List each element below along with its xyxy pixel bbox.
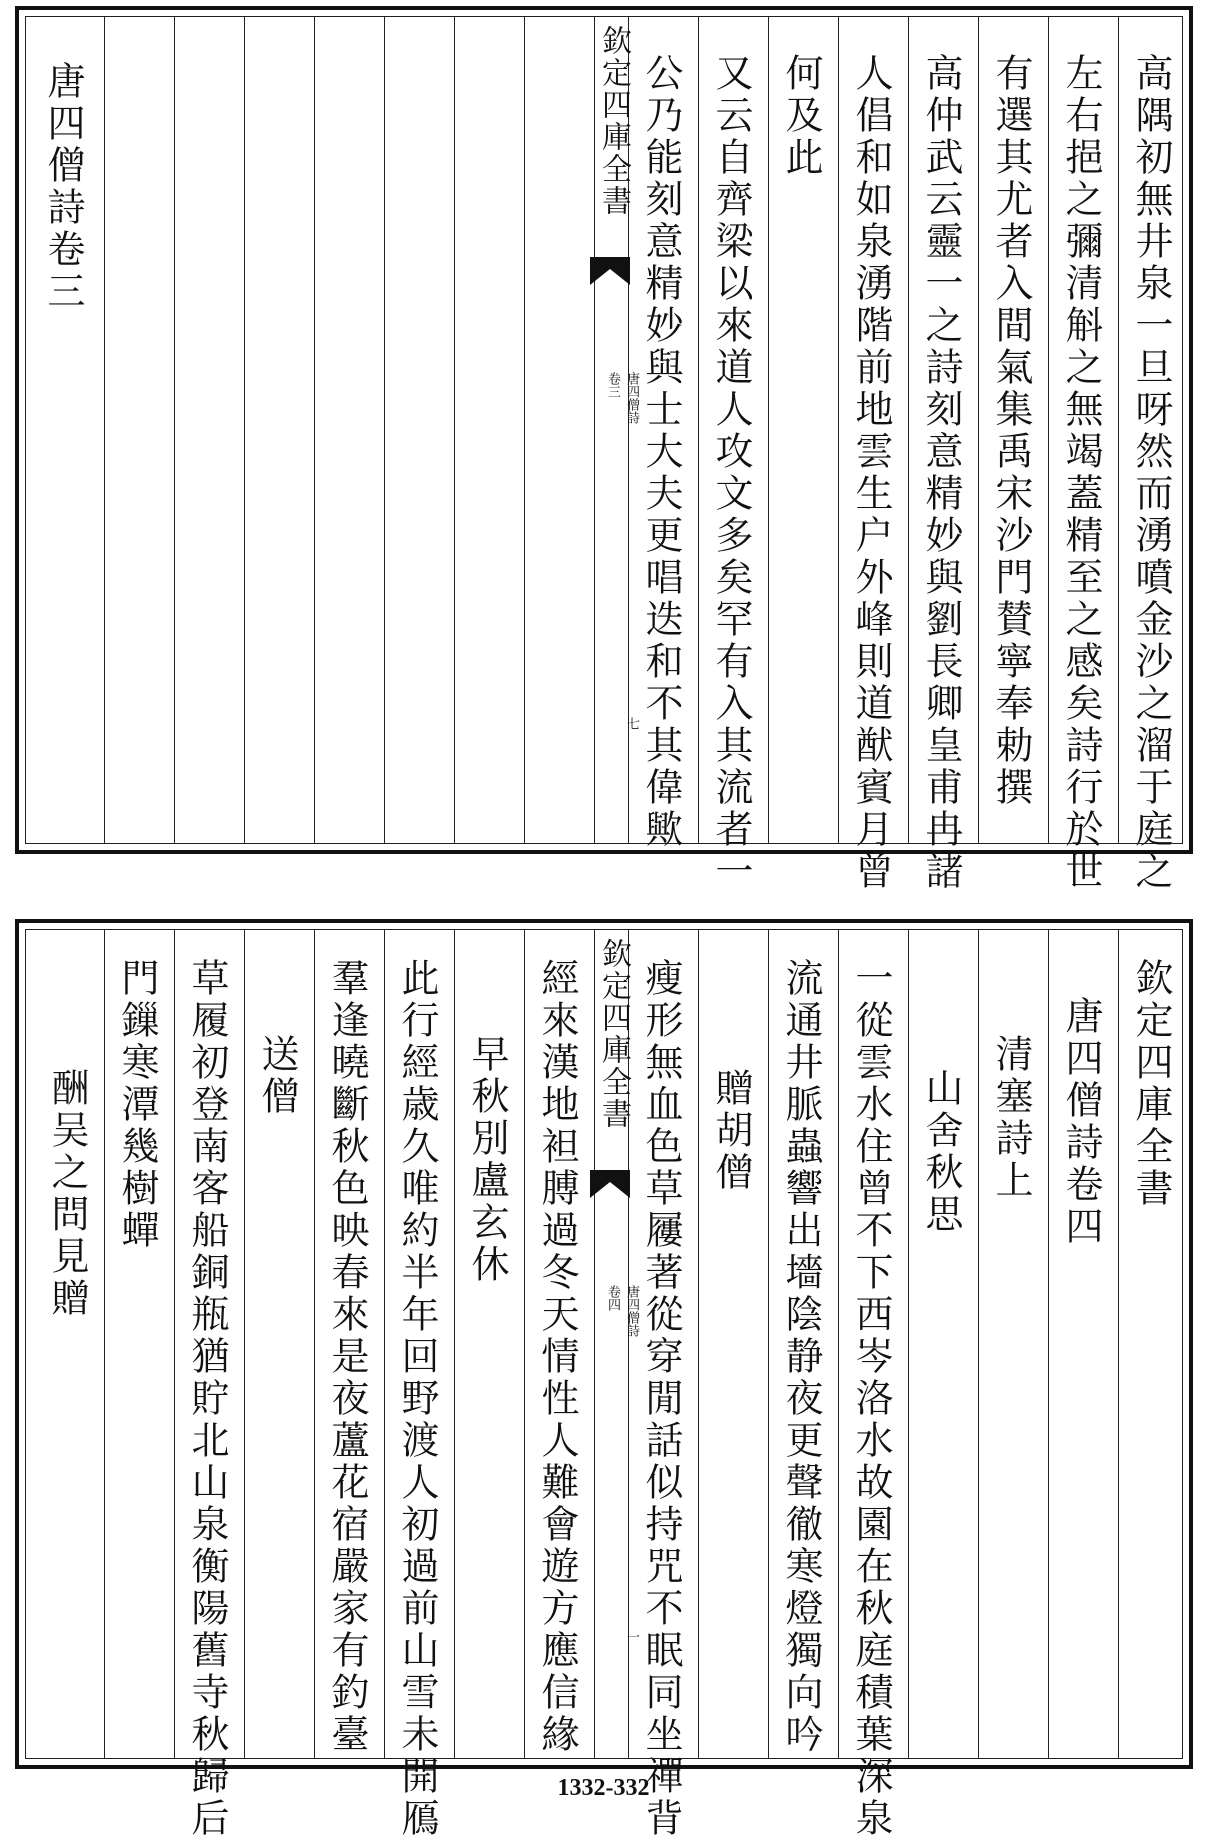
column-rule [174, 17, 175, 843]
column-rule [314, 930, 315, 1758]
text-column-15: 門鏁寒潭幾樹蟬 [115, 958, 159, 1252]
end-title: 唐四僧詩卷三 [41, 61, 85, 313]
column-rule [244, 930, 245, 1758]
column-rule [1048, 17, 1049, 843]
text-column-6: 流通井脈蟲響出墻陰静夜更聲徹寒燈獨向吟 [779, 958, 823, 1756]
column-rule [768, 17, 769, 843]
text-column-2: 左右挹之彌清斛之無竭蓋精至之感矣詩行於世 [1059, 53, 1103, 893]
column-rule [908, 17, 909, 843]
text-column-11: 此行經歳久唯約半年回野渡人初過前山雪未開鴈 [395, 958, 439, 1840]
text-column-14: 草履初登南客船銅瓶猶貯北山泉衡陽舊寺秋歸后 [185, 958, 229, 1840]
column-rule [524, 930, 525, 1758]
column-rule [594, 930, 595, 1758]
column-rule [838, 17, 839, 843]
poem-title-2: 贈胡僧 [709, 1068, 753, 1194]
center-book-title: 唐四僧詩 [624, 372, 639, 424]
column-rule [698, 17, 699, 843]
poem-title-5: 酬吴之問見贈 [45, 1068, 89, 1320]
text-column-6: 何及此 [779, 53, 823, 179]
page-number: 1332-332 [557, 1775, 650, 1801]
text-column-9: 經來漢地袒膊過冬天情性人難會遊方應信緣 [535, 958, 579, 1756]
section-title: 清塞詩上 [989, 1034, 1033, 1202]
center-page-number: 七 [624, 717, 639, 730]
text-column-5: 一從雲水住曾不下西岑洛水故園在秋庭積葉深泉 [849, 958, 893, 1840]
center-juan: 卷三 [605, 372, 620, 398]
column-rule [384, 930, 385, 1758]
fishtail-mark [590, 257, 630, 285]
text-column-4: 高仲武云靈一之詩刻意精妙與劉長卿皇甫冉諸 [919, 53, 963, 893]
column-rule [1118, 17, 1119, 843]
column-rule [454, 930, 455, 1758]
top-page [15, 6, 1193, 893]
book-title: 欽定四庫全書 [1129, 958, 1173, 1210]
column-rule [594, 17, 595, 843]
column-rule [838, 930, 839, 1758]
column-rule [978, 930, 979, 1758]
poem-title-3: 早秋別盧玄休 [465, 1034, 509, 1286]
column-rule [244, 17, 245, 843]
column-rule [384, 17, 385, 843]
column-rule [524, 17, 525, 843]
text-column-8: 公乃能刻意精妙與士大夫更唱迭和不其偉歟 [639, 53, 683, 851]
center-header: 欽定四庫全書 [596, 938, 631, 1130]
column-rule [768, 930, 769, 1758]
top-page-frame [25, 16, 1183, 893]
column-rule [314, 17, 315, 843]
center-page-number: 一 [624, 1630, 639, 1643]
column-rule [908, 930, 909, 1758]
column-rule [1048, 930, 1049, 1758]
column-rule [454, 17, 455, 843]
center-juan: 卷四 [605, 1285, 620, 1311]
text-column-5: 人倡和如泉湧階前地雲生户外峰則道猷賓月曾 [849, 53, 893, 893]
column-rule [104, 930, 105, 1758]
text-column-7: 又云自齊梁以來道人攻文多矣罕有入其流者一 [709, 53, 753, 893]
juan-title: 唐四僧詩卷四 [1059, 996, 1103, 1248]
column-rule [174, 930, 175, 1758]
center-header: 欽定四庫全書 [596, 25, 631, 217]
poem-title-1: 山舍秋思 [919, 1068, 963, 1236]
text-column-1: 高隅初無井泉一旦呀然而湧噴金沙之溜于庭之 [1129, 53, 1173, 893]
text-column-8: 瘦形無血色草屨著從穿閒話似持咒不眠同坐禪背 [639, 958, 683, 1840]
column-rule [104, 17, 105, 843]
column-rule [698, 930, 699, 1758]
column-rule [978, 17, 979, 843]
column-rule [1118, 930, 1119, 1758]
text-column-3: 有選其尤者入間氣集禹宋沙門賛寧奉勅撰 [989, 53, 1033, 809]
poem-title-4: 送僧 [255, 1034, 299, 1118]
center-book-title: 唐四僧詩 [624, 1285, 639, 1337]
fishtail-mark [590, 1170, 630, 1198]
text-column-12: 羣逢曉斷秋色映春來是夜蘆花宿嚴家有釣臺 [325, 958, 369, 1756]
